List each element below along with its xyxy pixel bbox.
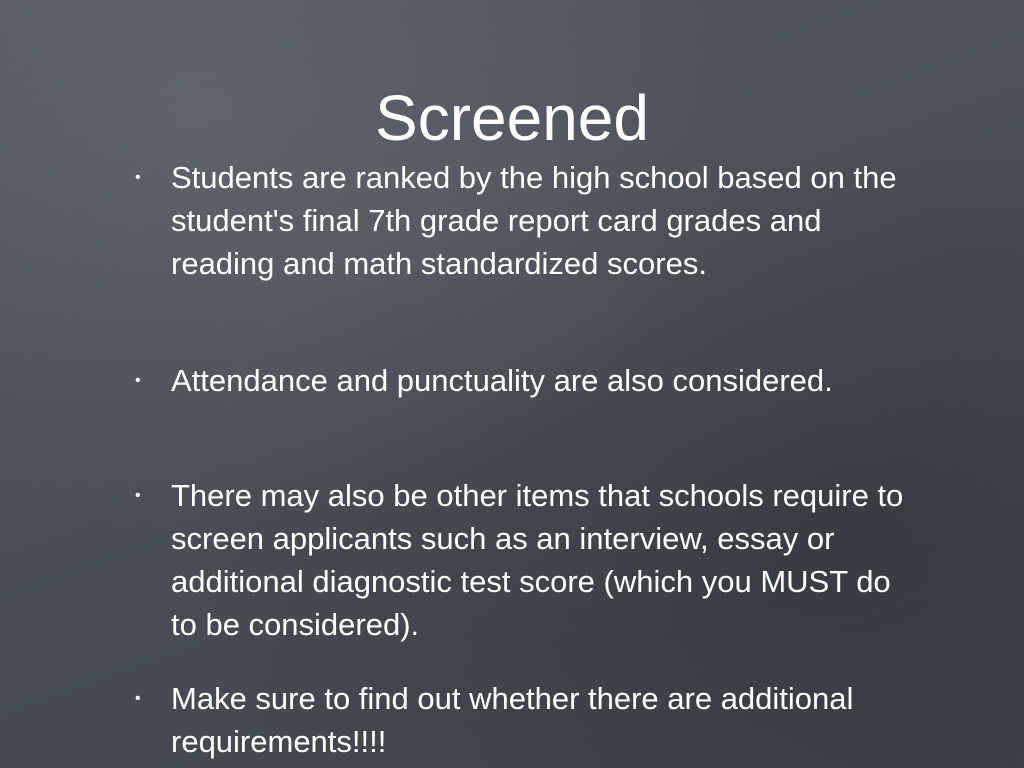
- bullet-dot-icon: •: [135, 487, 141, 504]
- bullet-text: Attendance and punctuality are also considered.: [171, 363, 833, 398]
- bullet-dot-icon: •: [135, 372, 141, 389]
- bullet-text: Students are ranked by the high school based on the student's final 7th grade report card grades and reading and math standardized scores.: [171, 160, 897, 281]
- bullet-text: Make sure to find out whether there are additional requirements!!!!: [171, 681, 854, 759]
- bullet-text: There may also be other items that schools require to screen applicants such as an interview, essay or additional diagnostic test score (which you MUST do to be considered).: [171, 478, 904, 642]
- bullet-dot-icon: •: [135, 690, 141, 707]
- bullet-dot-icon: •: [135, 169, 141, 186]
- slide-title-text: Screened: [375, 82, 649, 154]
